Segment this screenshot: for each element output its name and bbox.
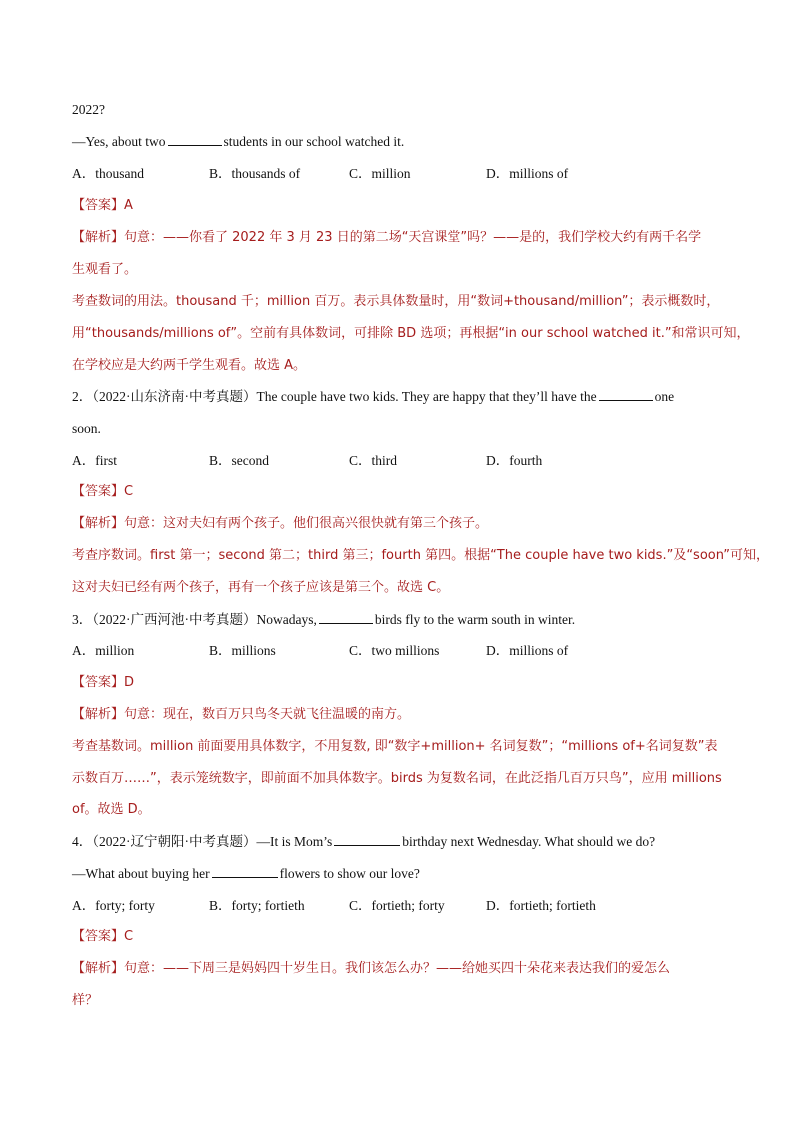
option-a: A．thousand bbox=[72, 166, 144, 181]
explanation-line: 考查序数词。first 第一；second 第二；third 第三；fourth 第四。根据“The couple have two kids.”及“soon”可知， bbox=[72, 548, 769, 563]
explanation-line: 考查数词的用法。thousand 千；million 百万。表示具体数量时，用“数词+thousand/million”；表示概数时， bbox=[72, 294, 720, 309]
explanation-line: 示数百万……”，表示笼统数字，即前面不加具体数字。birds 为复数名词，在此泛指几百万只鸟”，应用 millions bbox=[72, 771, 722, 786]
explanation-line: 考查基数词。million 前面要用具体数字，不用复数, 即“数字+million+ 名词复数”；“millions of+名词复数”表 bbox=[72, 739, 718, 754]
answer-blank bbox=[168, 144, 222, 146]
question-line: —What about buying her flowers to show our love? bbox=[72, 866, 420, 881]
option-c: C．million bbox=[349, 166, 411, 181]
answer-blank bbox=[212, 876, 278, 878]
answer-label: 【答案】A bbox=[72, 198, 133, 213]
answer-label: 【答案】D bbox=[72, 675, 135, 690]
answer-label: 【答案】C bbox=[72, 484, 134, 499]
analysis-line: 【解析】句意：这对夫妇有两个孩子。他们很高兴很快就有第三个孩子。 bbox=[72, 516, 489, 531]
option-d: D．fourth bbox=[486, 453, 543, 468]
option-b: B．forty; fortieth bbox=[209, 898, 305, 913]
analysis-line: 【解析】句意：——你看了 2022 年 3 月 23 日的第二场“天宫课堂”吗？——是的，我们学校大约有两千名学 bbox=[72, 230, 702, 245]
option-b: B．thousands of bbox=[209, 166, 301, 181]
analysis-line: 【解析】句意：现在，数百万只鸟冬天就飞往温暖的南方。 bbox=[72, 707, 411, 722]
option-d: D．fortieth; fortieth bbox=[486, 898, 596, 913]
explanation-line: of。故选 D。 bbox=[72, 802, 151, 817]
answer-blank bbox=[319, 622, 373, 624]
option-b: B．millions bbox=[209, 643, 276, 658]
option-b: B．second bbox=[209, 453, 269, 468]
explanation-line: 样？ bbox=[72, 993, 99, 1008]
option-c: C．fortieth; forty bbox=[349, 898, 445, 913]
option-d: D．millions of bbox=[486, 166, 569, 181]
option-a: A．million bbox=[72, 643, 135, 658]
question-line: 2．（2022·山东济南·中考真题）The couple have two kids. They are happy that they’ll have the one bbox=[72, 389, 675, 404]
option-a: A．first bbox=[72, 453, 117, 468]
explanation-line: 在学校应是大约两千学生观看。故选 A。 bbox=[72, 358, 307, 373]
answer-blank bbox=[599, 399, 653, 401]
option-c: C．third bbox=[349, 453, 398, 468]
text-line: soon. bbox=[72, 421, 101, 436]
option-a: A．forty; forty bbox=[72, 898, 155, 913]
text-line: 2022? bbox=[72, 102, 105, 117]
analysis-line: 【解析】句意：——下周三是妈妈四十岁生日。我们该怎么办？——给她买四十朵花来表达我们的爱怎么 bbox=[72, 961, 671, 976]
explanation-line: 这对夫妇已经有两个孩子，再有一个孩子应该是第三个。故选 C。 bbox=[72, 580, 450, 595]
answer-label: 【答案】C bbox=[72, 929, 134, 944]
answer-blank bbox=[334, 844, 400, 846]
option-d: D．millions of bbox=[486, 643, 569, 658]
question-line: 3．（2022·广西河池·中考真题）Nowadays, birds fly to the warm south in winter. bbox=[72, 612, 576, 627]
question-line: —Yes, about two students in our school watched it. bbox=[72, 134, 405, 149]
option-c: C．two millions bbox=[349, 643, 440, 658]
explanation-line: 用“thousands/millions of”。空前有具体数词，可排除 BD 选项；再根据“in our school watched it.”和常识可知， bbox=[72, 326, 750, 341]
question-line: 4．（2022·辽宁朝阳·中考真题）—It is Mom’s birthday next Wednesday. What should we do? bbox=[72, 834, 656, 849]
explanation-line: 生观看了。 bbox=[72, 262, 138, 277]
